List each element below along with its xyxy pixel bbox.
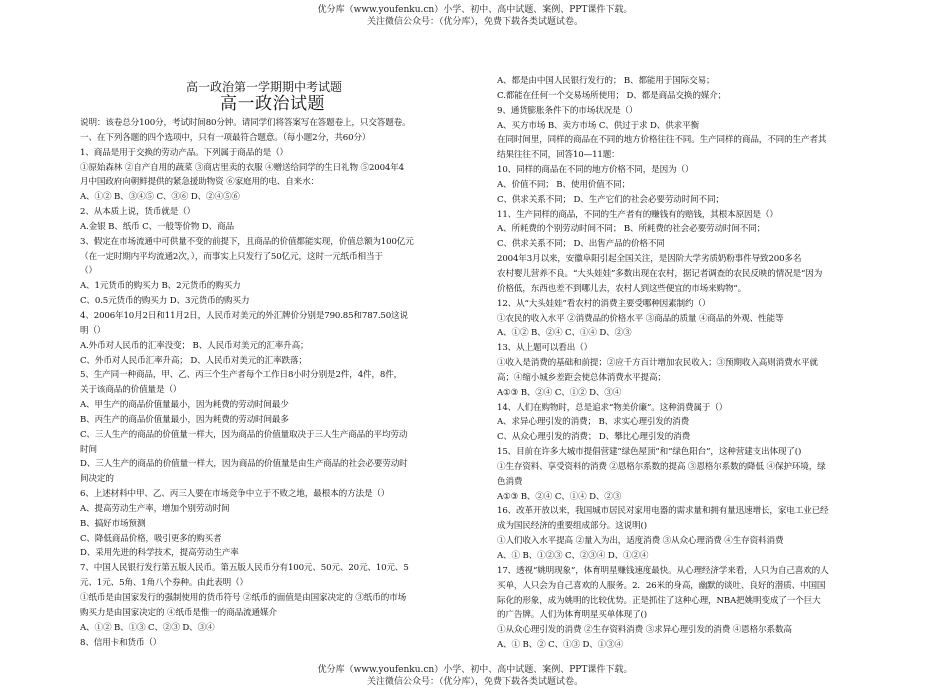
text-line: C、供求关系不同； D、生产它们的社会必要劳动时间不同； <box>497 194 724 205</box>
text-line: 一、在下列各题的四个选项中，只有一项最符合题意。（每小题2分，共60分） <box>80 132 371 143</box>
text-line: 14、人们在购物时，总是追求“物美价廉”。这种消费属于（） <box>497 402 728 413</box>
text-line: C、从众心理引发的消费； D、攀比心理引发的消费 <box>497 432 691 443</box>
text-line: A、①② B、②④ C、①④ D、②③ <box>497 328 632 339</box>
text-line: A.金银 B、纸币 C、一般等价物 D、商品 <box>80 221 234 232</box>
header-line-1: 优分库（www.youfenku.cn）小学、初中、高中试题、案例、PPT课件下载。 <box>317 5 633 15</box>
left-column <box>80 116 490 650</box>
text-line: ①农民的收入水平 ②消费品的价格水平 ③商品的质量 ④商品的外观、性能等 <box>497 313 784 324</box>
text-line: 3、假定在市场流通中可供量不变的前提下，且商品的价值都能实现，价值总额为100亿元 <box>80 236 414 247</box>
text-line: A、①② B、①③ C、②③ D、③④ <box>80 622 215 633</box>
text-line: 12、从“大头娃娃”看农村的消费主要受哪种因素制约（） <box>497 298 711 309</box>
text-line: C、三人生产的商品的价值量一样大，因为商品的价值量取决于三人生产商品的平均劳动 <box>80 429 408 440</box>
text-line: 际化的形象，成为姚明的比较优势。正是抓住了这种心理，NBA把姚明变成了一个巨大 <box>497 595 821 606</box>
text-line: B、丙生产的商品价值量最小，因为耗费的劳动时间最多 <box>80 414 289 425</box>
text-line: 2004年3月以来，安徽阜阳引起全国关注，是因阶大学劣质奶粉事件导致200多名 <box>497 254 802 265</box>
page-header <box>0 4 950 28</box>
text-line: D、三人生产的商品的价值量一样大，因为商品的价值量是由生产商品的社会必要劳动时 <box>80 459 408 470</box>
text-line: 时间 <box>80 444 97 455</box>
text-line: 关于该商品的价值量是（） <box>80 385 182 396</box>
text-line: 16、改革开放以来，我国城市居民对家用电器的需求量和拥有量迅速增长，家电工业已经 <box>497 506 829 517</box>
text-line: 购买力是由国家决定的 ④纸币是惟一的商品流通媒介 <box>80 607 277 618</box>
paper-title: 高一政治试题 <box>220 94 325 114</box>
text-line: 高；④缩小城乡差距会使总体消费水平提高； <box>497 372 666 383</box>
text-line: A、① B、② C、①③ D、①③④ <box>497 640 624 651</box>
text-line: 说明：该卷总分100分，考试时间80分钟。请同学们将答案写在答题卷上，只交答题卷。 <box>80 118 411 128</box>
text-line: A、提高劳动生产率，增加个别劳动时间 <box>80 503 230 514</box>
text-line: 明（） <box>80 325 106 336</box>
text-line: 色消费 <box>497 476 523 487</box>
text-line: 6、上述材料中甲、乙、丙三人要在市场竞争中立于不败之地，最根本的方法是（） <box>80 489 390 500</box>
text-line: ①原始森林 ②自产自用的蔬菜 ③商店里卖的衣服 ④赠送给同学的生日礼物 ⑤2004年4 <box>80 162 405 173</box>
text-line: 11、生产同样的商品，不同的生产者有的赚钱有的赔钱，其根本原因是（） <box>497 209 778 220</box>
footer-line-1: 优分库（www.youfenku.cn）小学、初中、高中试题、案例、PPT课件下载。 <box>317 665 633 675</box>
text-line: ①生存资料、享受资料的消费 ②恩格尔系数的提高 ③恩格尔系数的降低 ④保护环境，绿 <box>497 461 826 472</box>
header-line-2: 关注微信公众号：（优分库），免费下载各类试题试卷。 <box>366 17 583 27</box>
text-line: 17、透视“姚明现象”，体育明星赚钱速度最快。从心理经济学来看，人只为自己喜欢的人 <box>497 565 829 576</box>
text-line: A、求异心理引发的消费； B、求实心理引发的消费 <box>497 417 690 428</box>
text-line: 9、通货膨胀条件下的市场状况是（） <box>497 105 638 116</box>
text-line: C、供求关系不同； D、出售产品的价格不同 <box>497 239 665 250</box>
right-column <box>497 74 883 653</box>
exam-title: 高一政治第一学期期中考试题 <box>186 80 343 94</box>
text-line: D、采用先进的科学技术，提高劳动生产率 <box>80 548 239 559</box>
page-footer <box>0 664 950 688</box>
text-line: C、降低商品价格，吸引更多的购买者 <box>80 533 222 544</box>
text-line: A、① B、①②③ C、②③④ D、①②④ <box>497 551 649 561</box>
text-line: C、0.5元货币的购买力 D、3元货币的购买力 <box>80 296 250 307</box>
text-line: A、都是由中国人民银行发行的； B、都能用于国际交易； <box>497 76 715 86</box>
text-line: 农村婴儿营养不良。“大头娃娃”多数出现在农村，据记者调查的农民反映的情况是“因为 <box>497 268 823 279</box>
text-line: A、1元货币的购买力 B、2元货币的购买力 <box>80 281 241 292</box>
text-line: C、外币对人民币汇率升高； D、人民币对美元的汇率跌落； <box>80 355 307 366</box>
text-line: A①③ B、②④ C、①④ D、②③ <box>497 491 622 502</box>
text-line: 10、同样的商品在不同的地方价格不同，是因为（） <box>497 165 694 176</box>
text-line: ①从众心理引发的消费 ②生存资料消费 ③求异心理引发的消费 ④恩格尔系数高 <box>497 625 792 636</box>
text-line: ①人们收入水平提高 ②量入为出，适度消费 ③从众心理消费 ④生存资料消费 <box>497 536 784 547</box>
text-line: 间决定的 <box>80 474 114 485</box>
text-line: 1、商品是用于交换的劳动产品。下列属于商品的是（） <box>80 147 288 158</box>
text-line: 价格低，东西也差不到哪儿去，农村人到这些便宜的市场来购物”。 <box>497 283 747 294</box>
text-line: 4、2006年10月2日和11月2日，人民币对美元的外汇牌价分别是790.85和787.50这说 <box>80 310 408 321</box>
text-line: A、甲生产的商品价值量最小，因为耗费的劳动时间最少 <box>80 400 289 411</box>
text-line: 13、从上题可以看出（） <box>497 343 593 354</box>
text-line: （在一定时期内平均流通2次，），而事实上只发行了50亿元，这时一元纸币相当于 <box>80 251 383 262</box>
text-line: A、①② B、③④⑤ C、③⑥ D、②④⑤⑥ <box>80 192 240 203</box>
text-line: 结果往往不同，回答10—11题： <box>497 150 620 161</box>
text-line: A、所耗费的个别劳动时间不同； B、所耗费的社会必要劳动时间不同； <box>497 224 766 235</box>
text-line: 元、1元、5角、1角八个券种。由此表明（） <box>80 578 248 589</box>
text-line: 5、生产同一种商品，甲、乙、丙三个生产者每个工作日8小时分别是2件，4件，8件， <box>80 370 403 381</box>
text-line: A.外币对人民币的汇率没变； B、人民币对美元的汇率升高； <box>80 340 309 351</box>
text-line: 月中国政府向朝鲜提供的紧急援助物资 ⑥家庭用的电、自来水： <box>80 177 320 188</box>
text-line: 7、中国人民银行发行第五版人民币。第五版人民币分有100元、50元、20元、10元、5 <box>80 563 409 574</box>
text-line: 成为国民经济的重要组成部分。这说明() <box>497 521 647 532</box>
text-line: 买单，人只会为自己喜欢的人服务。2．26米的身高，幽默的谈吐、良好的潜质、中国国 <box>497 580 826 591</box>
text-line: 在同时间里，同样的商品在不同的地方价格往往不同。生产同样的商品，不同的生产者其 <box>497 135 827 146</box>
text-line: ①收入是消费的基础和前提；②应千方百计增加农民收入；③预期收入高则消费水平就 <box>497 358 818 369</box>
text-line: A、价值不同； B、使用价值不同； <box>497 179 631 190</box>
text-line: A、买方市场 B、卖方市场 C、供过于求 D、供求平衡 <box>497 120 700 131</box>
text-line: 15、目前在许多大城市提倡营建“绿色屋顶”和“绿色阳台”，这种营建支出体现了() <box>497 447 802 458</box>
text-line: C.都能在任何一个交易场所使用； D、都是商品交换的媒介； <box>497 90 727 101</box>
text-line: ①纸币是由国家发行的强制使用的货币符号 ②纸币的面值是由国家决定的 ③纸币的市场 <box>80 593 407 603</box>
text-line: 8、信用卡和货币（） <box>80 637 162 648</box>
text-line: 2、从本质上说，货币就是（） <box>80 207 196 218</box>
text-line: （） <box>80 266 97 277</box>
text-line: 的广告牌。人们为体育明星买单体现了() <box>497 610 647 621</box>
text-line: A①③ B、②④ C、①② D、③④ <box>497 387 622 398</box>
footer-line-2: 关注微信公众号：（优分库），免费下载各类试题试卷。 <box>366 677 583 687</box>
text-line: B、搞好市场预测 <box>80 518 146 529</box>
